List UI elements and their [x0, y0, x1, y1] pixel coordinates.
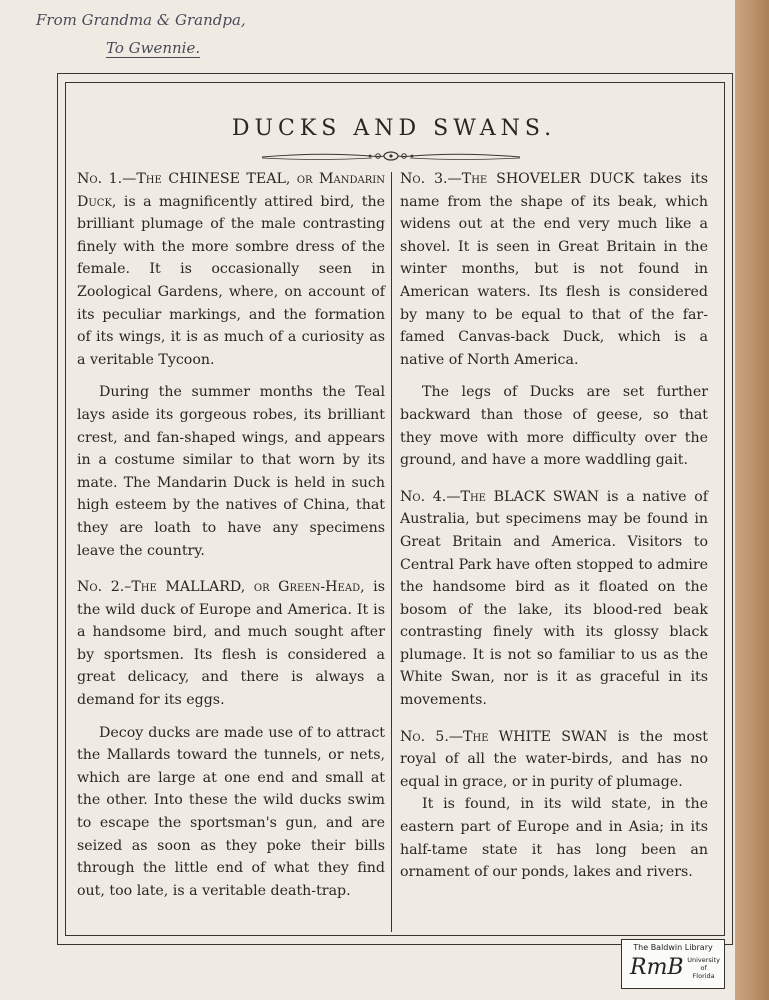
paragraph-decoy-ducks: Decoy ducks are made use of to attract the Mallards toward the tunnels, or nets, which are large at one end and small at the other. Into these the wild ducks swim to escape the sportsman's gun, and are seized as soon as they poke their bills through the little end of what they find out, too late, is a veritable death-trap. — [77, 724, 385, 899]
heading-name: The WHITE SWAN — [463, 728, 608, 745]
left-column — [77, 168, 385, 902]
heading-number: No. 3.— — [400, 171, 462, 187]
paragraph-mallard — [77, 576, 385, 712]
heading-name: The CHINESE TEAL, or Mandarin Duck, — [77, 171, 385, 210]
library-name: The Baldwin Library — [633, 943, 713, 952]
right-column — [400, 168, 708, 884]
heading-number: No. 2.– — [77, 579, 132, 596]
heading-number: No. 4.— — [400, 488, 461, 505]
heading-number: No. 5.— — [400, 728, 464, 745]
heading-number: No. 1.— — [77, 171, 137, 187]
inscription-line-1: From Grandma & Grandpa, — [36, 11, 246, 29]
book-spine-edge — [735, 0, 769, 1000]
paragraph-text: takes its name from the shape of its beak, which widens out at the end very much like a shovel. It is seen in Great Britain in the winter months, but is not found in American waters. Its flesh is considered by many to be equal to that of the far-famed Canvas-back Duck, which is a native of North America. — [400, 171, 709, 368]
heading-name: The BLACK SWAN — [460, 488, 600, 505]
paragraph-text: is the wild duck of Europe and America. It is a handsome bird, and much sought after by sportsmen. Its flesh is considered a great delicacy, and there is always a demand for its eggs. — [77, 579, 385, 709]
paragraph-black-swan — [400, 486, 708, 712]
heading-name: The SHOVELER DUCK — [461, 171, 635, 187]
paragraph-text: is a native of Australia, but specimens may be found in Great Britain and America. Visitors to Central Park have often stopped to admire the handsome bird as it floated on the bosom of the lake, its blood-red beak contrasting finely with its glossy black plumage. It is not so familiar to us as the White Swan, nor is it as graceful in its movements. — [400, 488, 709, 709]
page-title: DUCKS AND SWANS. — [231, 116, 557, 141]
paragraph-white-swan-habitat: It is found, in its wild state, in the eastern part of Europe and in Asia; in its half-tame state it has long been an ornament of our ponds, lakes and rivers. — [400, 796, 708, 881]
paragraph-shoveler-duck — [400, 168, 708, 371]
handwritten-inscription — [36, 6, 246, 62]
library-stamp — [621, 939, 725, 989]
paragraph-white-swan — [400, 726, 708, 794]
paragraph-text: is the most royal of all the water-birds, and has no equal in grace, or in purity of plumage. — [400, 728, 708, 790]
inscription-line-2: To Gwennie. — [106, 39, 201, 57]
paragraph-text: is a magnificently attired bird, the brilliant plumage of the male contrasting finely with the more sombre dress of the female. It is occasionally seen in Zoological Gardens, where, on account of its peculiar markings, and the formation of its wings, it is as much of a curiosity as a veritable Tycoon. — [77, 193, 385, 368]
university-label: University of Florida — [687, 956, 720, 980]
library-monogram: RmB — [630, 955, 684, 980]
paragraph-chinese-teal — [77, 168, 385, 371]
paragraph-duck-legs: The legs of Ducks are set further backward than those of geese, so that they move with more difficulty over the ground, and have a more waddling gait. — [400, 384, 708, 469]
heading-name: The MALLARD, or Green-Head, — [131, 579, 365, 596]
ornament-divider — [260, 148, 522, 164]
column-divider — [391, 172, 392, 932]
paragraph-teal-summer: During the summer months the Teal lays aside its gorgeous robes, its brilliant crest, and fan-shaped wings, and appears in a costume similar to that worn by its mate. The Mandarin Duck is held in such high esteem by the natives of China, that they are loath to have any specimens leave the country. — [77, 384, 385, 559]
